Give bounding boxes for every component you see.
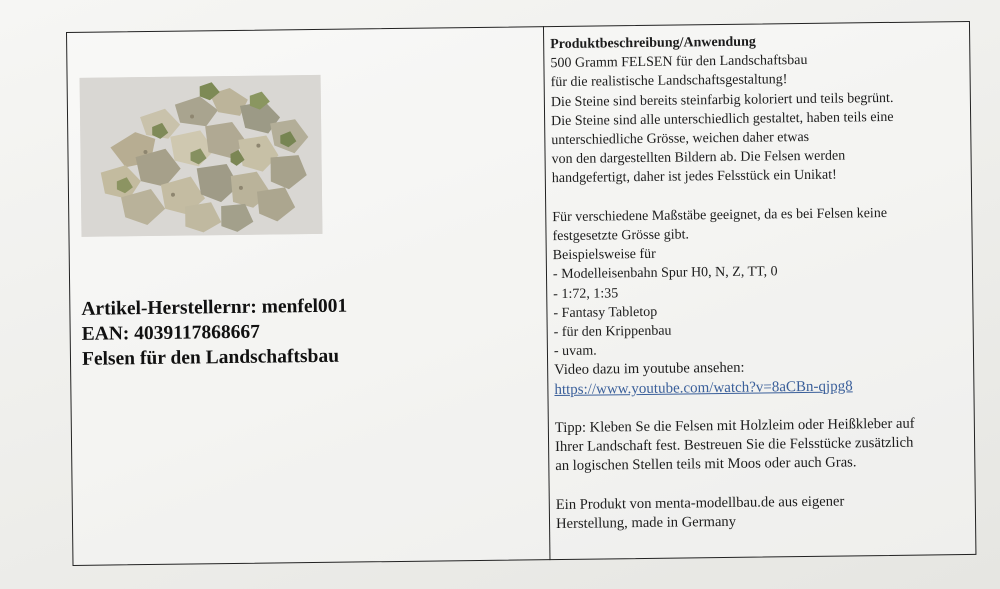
producer-line: Ein Produkt von menta-modellbau.de aus eigener <box>555 493 845 513</box>
description-line: unterschiedliche Grösse, weichen daher etwas <box>551 129 810 149</box>
scale-list-item: - uvam. <box>553 343 597 360</box>
description-line: Die Steine sind bereits steinfarbig koloriert und teils begrünt. <box>550 90 894 110</box>
tip-line: Tipp: Kleben Se die Felsen mit Holzleim oder Heißkleber auf <box>554 415 915 437</box>
scale-list-item: - 1:72, 1:35 <box>553 285 619 302</box>
description-line: von den dargestellten Bildern ab. Die Felsen werden <box>551 148 846 168</box>
product-title: Felsen für den Landschaftsbau <box>81 345 340 370</box>
description-line: 500 Gramm FELSEN für den Landschaftsbau <box>550 53 808 72</box>
scale-line: Für verschiedene Maßstäbe geeignet, da es bei Felsen keine <box>552 205 888 225</box>
scale-line: festgesetzte Grösse gibt. <box>552 227 690 245</box>
description-line: handgefertigt, daher ist jedes Felsstück ein Unikat! <box>551 168 837 187</box>
rocks-photo <box>80 75 323 237</box>
scale-list-item: - für den Krippenbau <box>553 323 672 341</box>
scale-list-item: - Fantasy Tabletop <box>553 304 658 321</box>
scale-list-item: - Modelleisenbahn Spur H0, N, Z, TT, 0 <box>552 264 778 283</box>
article-info <box>81 294 348 372</box>
rocks-image <box>80 75 323 237</box>
description-heading: Produktbeschreibung/Anwendung <box>550 34 756 53</box>
youtube-link[interactable]: https://www.youtube.com/watch?v=8aCBn-qjpg8 <box>554 378 853 398</box>
scale-line: Beispielsweise für <box>552 247 656 264</box>
tip-line: an logischen Stellen teils mit Moos oder auch Gras. <box>555 454 857 475</box>
producer-line: Herstellung, made in Germany <box>555 513 737 533</box>
product-sheet <box>66 21 978 566</box>
article-number: Artikel-Herstellernr: menfel001 <box>81 295 348 320</box>
product-description <box>550 30 968 534</box>
video-intro: Video dazu im youtube ansehen: <box>554 360 745 379</box>
ean-code: EAN: 4039117868667 <box>81 321 261 345</box>
description-line: für die realistische Landschaftsgestaltung! <box>550 72 788 91</box>
tip-line: Ihrer Landschaft fest. Bestreuen Sie die Felsstücke zusätzlich <box>555 434 914 456</box>
description-line: Die Steine sind alle unterschiedlich gestaltet, haben teils eine <box>551 109 894 129</box>
